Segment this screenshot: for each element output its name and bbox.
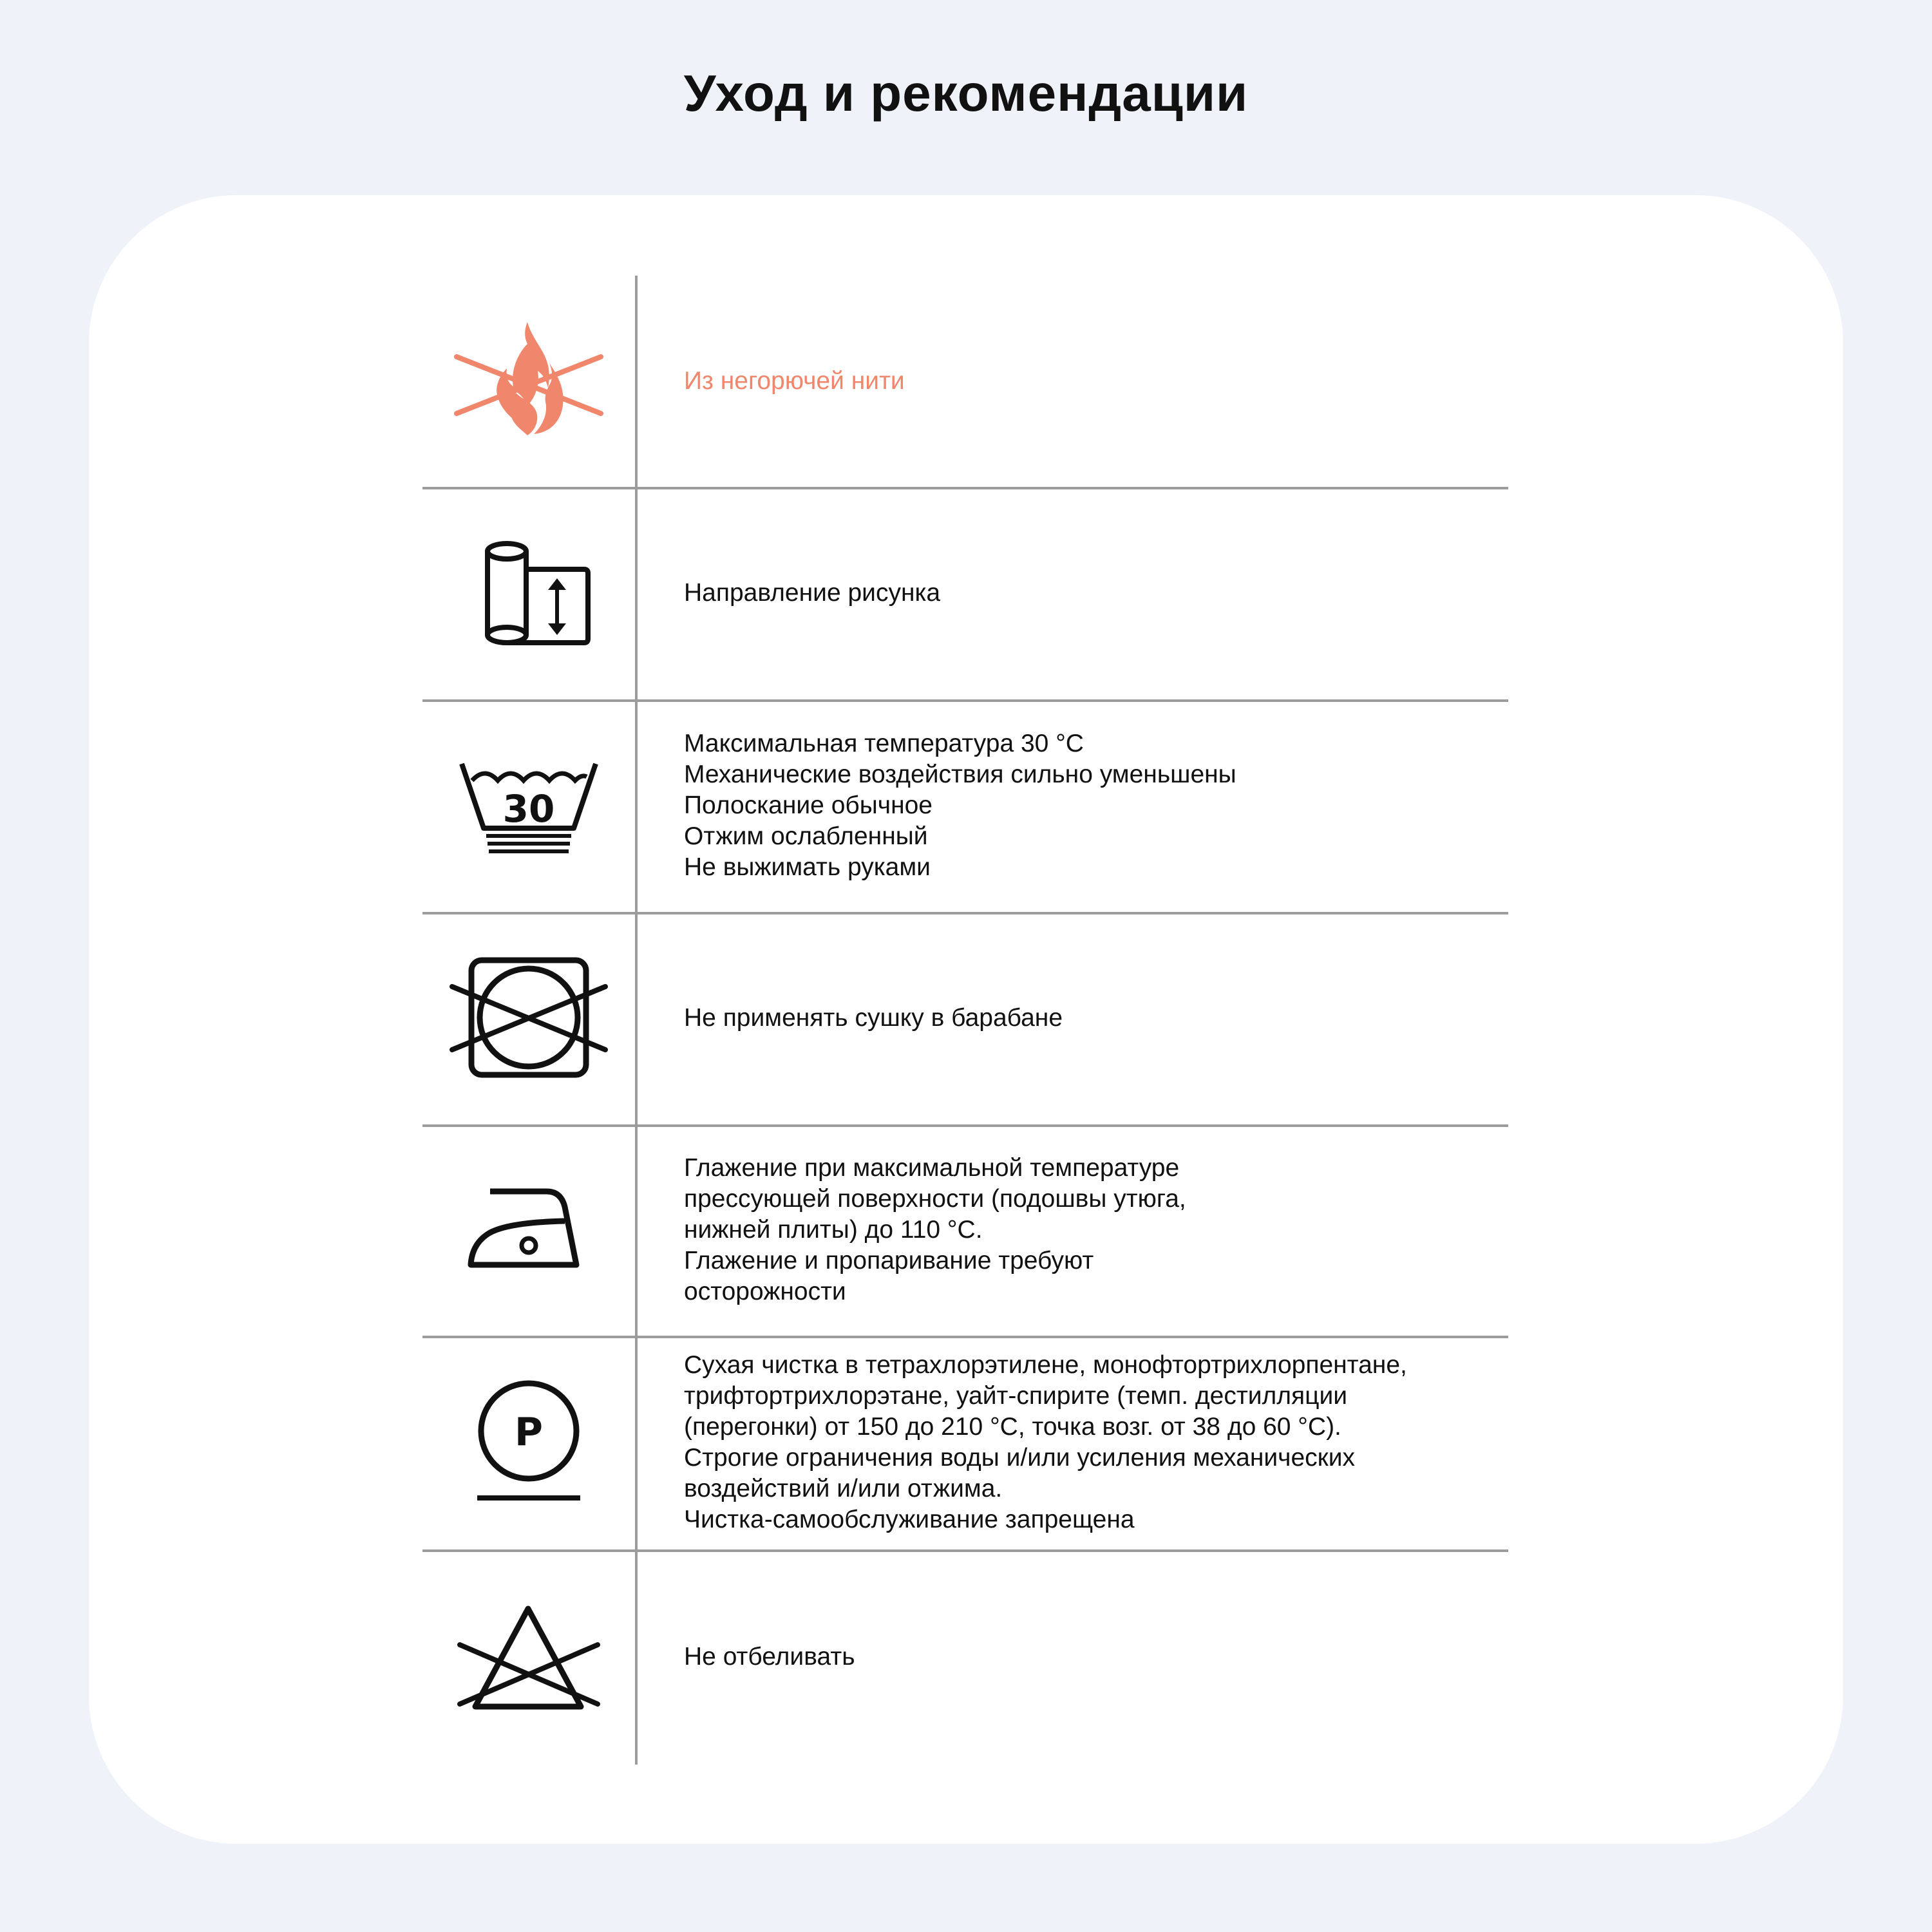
care-line: осторожности bbox=[684, 1278, 846, 1305]
care-line: Строгие ограничения воды и/или усиления механических bbox=[684, 1444, 1356, 1472]
care-line: нижней плиты) до 110 °C. bbox=[684, 1216, 983, 1244]
care-line: Не отбеливать bbox=[684, 1643, 855, 1671]
care-line: Направление рисунка bbox=[684, 579, 941, 607]
dry-clean-p-icon bbox=[422, 1336, 635, 1549]
care-item-text bbox=[684, 699, 1495, 912]
care-line: воздействий и/или отжима. bbox=[684, 1475, 1003, 1502]
care-item-pattern-direction bbox=[422, 487, 1508, 699]
care-item-text bbox=[684, 1124, 1495, 1336]
care-item-no-tumble-dry bbox=[422, 912, 1508, 1124]
care-item-dry-clean bbox=[422, 1336, 1508, 1549]
iron-low-icon bbox=[422, 1124, 635, 1336]
care-line: Максимальная температура 30 °C bbox=[684, 730, 1084, 757]
care-line: Не применять сушку в барабане bbox=[684, 1004, 1063, 1032]
care-item-no-bleach bbox=[422, 1549, 1508, 1765]
care-line: Сухая чистка в тетрахлорэтилене, монофтортрихлорпентане, bbox=[684, 1351, 1407, 1379]
care-item-wash bbox=[422, 699, 1508, 912]
care-line: Полоскание обычное bbox=[684, 791, 933, 819]
care-item-iron bbox=[422, 1124, 1508, 1336]
care-line: Глажение и пропаривание требуют bbox=[684, 1247, 1094, 1274]
wash-30-icon bbox=[422, 699, 635, 912]
no-bleach-icon bbox=[422, 1549, 635, 1765]
wash-temperature-label: 30 bbox=[502, 787, 555, 831]
page-title: Уход и рекомендации bbox=[683, 64, 1249, 122]
care-item-text bbox=[684, 1549, 1495, 1765]
care-line: Отжим ослабленный bbox=[684, 822, 928, 850]
care-line: Не выжимать руками bbox=[684, 853, 931, 881]
care-line: Чистка-самообслуживание запрещена bbox=[684, 1506, 1135, 1533]
pattern-direction-icon bbox=[422, 487, 635, 699]
care-line: Из негорючей нити bbox=[684, 367, 905, 395]
care-item-text bbox=[684, 276, 1495, 487]
non-flammable-icon bbox=[422, 276, 635, 487]
care-item-text bbox=[684, 1336, 1495, 1549]
care-line: прессующей поверхности (подошвы утюга, bbox=[684, 1185, 1186, 1213]
no-tumble-dry-icon bbox=[422, 912, 635, 1124]
care-line: (перегонки) от 150 до 210 °C, точка возг. от 38 до 60 °C). bbox=[684, 1413, 1341, 1441]
care-item-text bbox=[684, 912, 1495, 1124]
care-item-text bbox=[684, 487, 1495, 699]
dry-clean-letter: P bbox=[515, 1410, 543, 1455]
care-line: трифтортрихлорэтане, уайт-спирите (темп. дестилляции bbox=[684, 1382, 1348, 1410]
care-item-non-flammable bbox=[422, 276, 1508, 487]
care-line: Механические воздействия сильно уменьшены bbox=[684, 761, 1236, 788]
care-line: Глажение при максимальной температуре bbox=[684, 1154, 1180, 1182]
